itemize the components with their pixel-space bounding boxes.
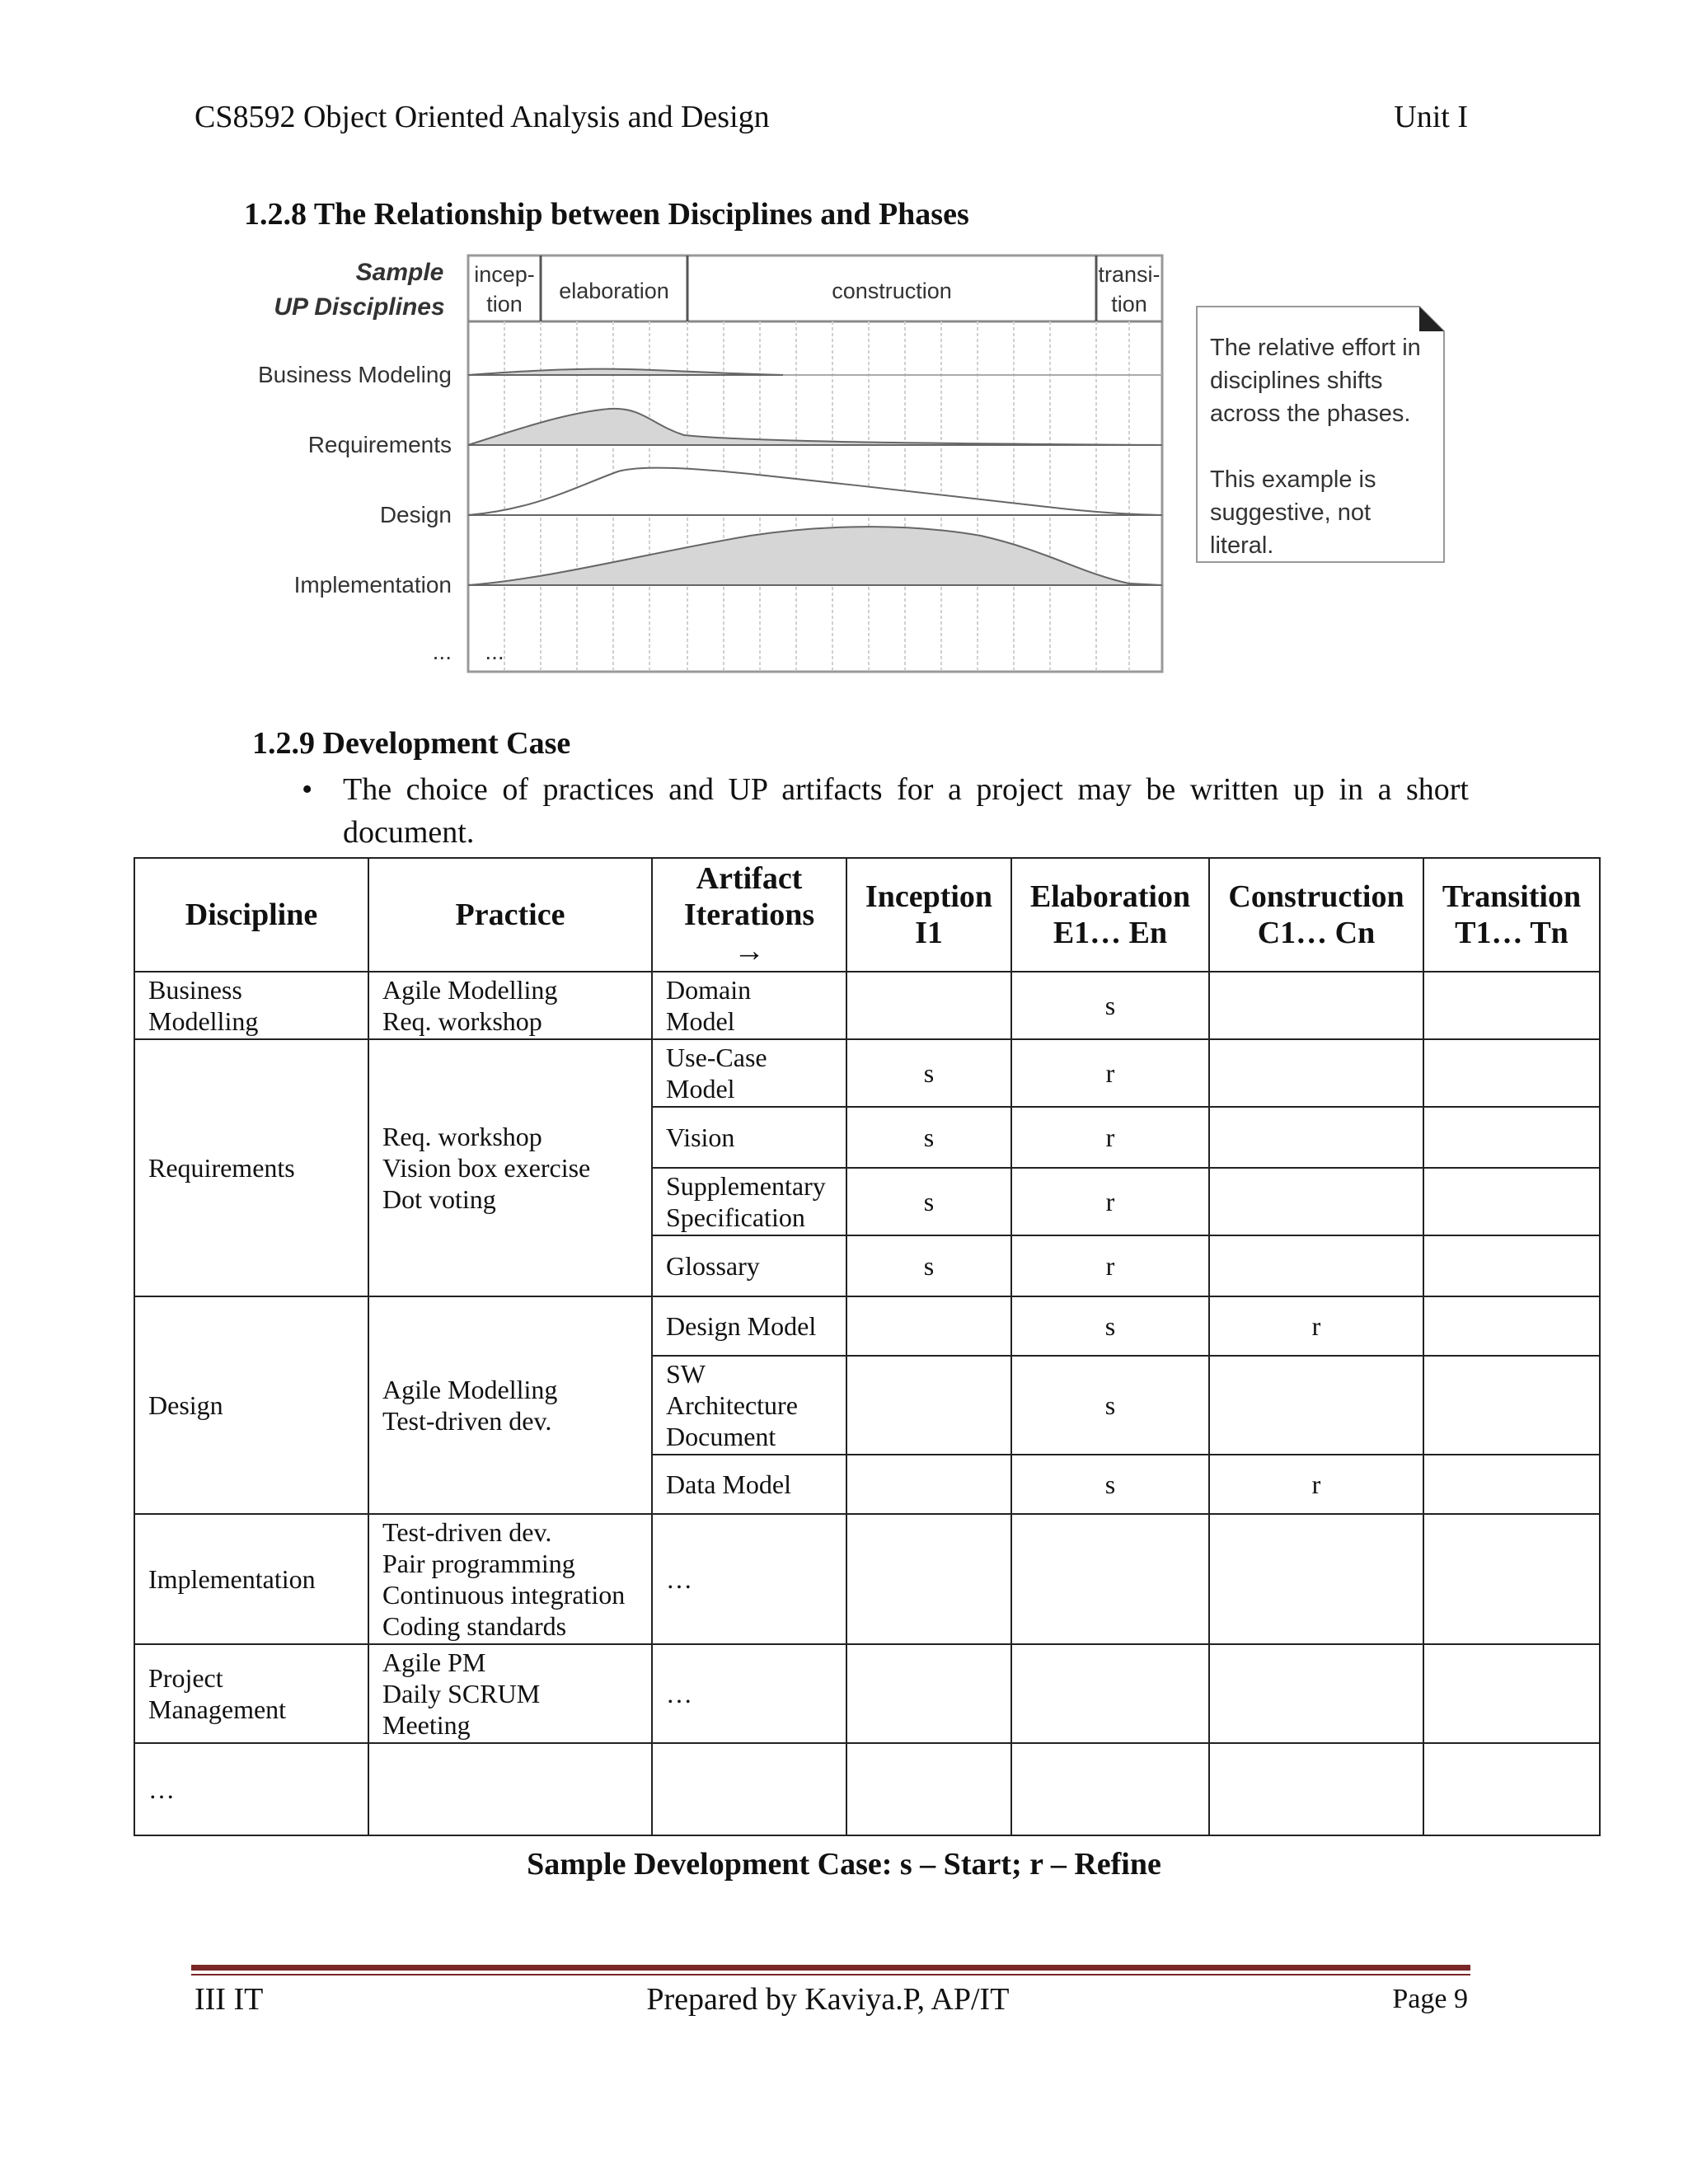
page-header	[195, 92, 1468, 142]
header-elaboration: Elaboration E1… En	[1011, 858, 1209, 972]
inception-cell	[846, 1356, 1011, 1455]
inception-cell	[846, 1455, 1011, 1514]
artifact-cell: Glossary	[652, 1235, 846, 1296]
header-discipline: Discipline	[134, 858, 368, 972]
page-footer	[195, 1975, 1468, 2024]
inception-cell	[846, 972, 1011, 1039]
inception-cell: s	[846, 1107, 1011, 1168]
transition-cell	[1423, 1296, 1600, 1356]
table-header-row	[134, 858, 1600, 972]
table-caption: Sample Development Case: s – Start; r – Refine	[527, 1847, 1161, 1882]
unit-label: Unit I	[1394, 100, 1468, 134]
bullet-icon: •	[302, 772, 313, 807]
discipline-cell: Implementation	[134, 1514, 368, 1644]
inception-cell	[846, 1514, 1011, 1644]
transition-cell	[1423, 1168, 1600, 1235]
practice-cell: Agile Modelling Req. workshop	[368, 972, 652, 1039]
header-construction: Construction C1… Cn	[1209, 858, 1423, 972]
transition-cell	[1423, 1743, 1600, 1835]
elaboration-cell: r	[1011, 1168, 1209, 1235]
elaboration-cell	[1011, 1514, 1209, 1644]
inception-cell	[846, 1644, 1011, 1743]
phase-label-transition-line2: tion	[1111, 292, 1147, 316]
figure-heading-line1: Sample	[355, 259, 444, 286]
construction-cell	[1209, 1039, 1423, 1107]
artifact-cell: Supplementary Specification	[652, 1168, 846, 1235]
construction-cell	[1209, 972, 1423, 1039]
transition-cell	[1423, 1514, 1600, 1644]
table-row	[134, 972, 1600, 1039]
elaboration-cell: r	[1011, 1235, 1209, 1296]
elaboration-cell: s	[1011, 1455, 1209, 1514]
table-row	[134, 1743, 1600, 1835]
page-number: Page 9	[1392, 1984, 1468, 2014]
construction-cell	[1209, 1743, 1423, 1835]
header-practice: Practice	[368, 858, 652, 972]
elaboration-cell: s	[1011, 1296, 1209, 1356]
phase-label-inception-line1: incep-	[474, 262, 535, 287]
artifact-cell: Domain Model	[652, 972, 846, 1039]
inception-cell: s	[846, 1168, 1011, 1235]
course-title: CS8592 Object Oriented Analysis and Design	[195, 100, 770, 134]
elaboration-cell: s	[1011, 1356, 1209, 1455]
header-artifact: Artifact Iterations →	[652, 858, 846, 972]
bullet-text: The choice of practices and UP artifacts for a project may be written up in a short document.	[343, 772, 1469, 850]
artifact-cell: …	[652, 1514, 846, 1644]
artifact-cell: Vision	[652, 1107, 846, 1168]
transition-cell	[1423, 972, 1600, 1039]
artifact-cell	[652, 1743, 846, 1835]
arrow-right-icon: →	[734, 934, 765, 968]
table-row	[134, 1039, 1600, 1107]
artifact-cell: SW Architecture Document	[652, 1356, 846, 1455]
inception-cell	[846, 1743, 1011, 1835]
inception-cell	[846, 1296, 1011, 1356]
practice-cell: Test-driven dev. Pair programming Continuous integration Coding standards	[368, 1514, 652, 1644]
transition-cell	[1423, 1235, 1600, 1296]
note-text-2: This example is suggestive, not literal.	[1210, 466, 1376, 559]
table-row	[134, 1644, 1600, 1743]
discipline-cell: Business Modelling	[134, 972, 368, 1039]
construction-cell	[1209, 1107, 1423, 1168]
inception-cell: s	[846, 1235, 1011, 1296]
phase-label-elaboration: elaboration	[559, 279, 669, 303]
discipline-label-business-modeling: Business Modeling	[257, 362, 452, 387]
transition-cell	[1423, 1356, 1600, 1455]
artifact-cell: Design Model	[652, 1296, 846, 1356]
figure-inner-ellipsis: ...	[485, 639, 504, 664]
phase-label-construction: construction	[832, 279, 952, 303]
figure-note	[1197, 307, 1444, 562]
section-title-development-case: 1.2.9 Development Case	[252, 726, 571, 761]
construction-cell: r	[1209, 1296, 1423, 1356]
construction-cell	[1209, 1235, 1423, 1296]
inception-cell: s	[846, 1039, 1011, 1107]
construction-cell	[1209, 1168, 1423, 1235]
practice-cell	[368, 1743, 652, 1835]
note-text-1: The relative effort in disciplines shifts across the phases.	[1210, 335, 1421, 427]
figure-heading-line2: UP Disciplines	[274, 293, 445, 321]
artifact-cell: Data Model	[652, 1455, 846, 1514]
header-transition: Transition T1… Tn	[1423, 858, 1600, 972]
construction-cell	[1209, 1644, 1423, 1743]
discipline-cell: Design	[134, 1296, 368, 1514]
construction-cell	[1209, 1514, 1423, 1644]
practice-cell: Agile PM Daily SCRUM Meeting	[368, 1644, 652, 1743]
construction-cell: r	[1209, 1455, 1423, 1514]
table-row	[134, 1514, 1600, 1644]
footer-author: Prepared by Kaviya.P, AP/IT	[646, 1982, 1010, 2017]
figure-frame	[468, 255, 1162, 672]
discipline-label-implementation: Implementation	[293, 572, 452, 598]
development-case-table	[134, 857, 1601, 1836]
discipline-cell: Project Management	[134, 1644, 368, 1743]
construction-cell	[1209, 1356, 1423, 1455]
transition-cell	[1423, 1455, 1600, 1514]
bullet-item	[302, 768, 1469, 854]
header-inception: Inception I1	[846, 858, 1011, 972]
discipline-cell: …	[134, 1743, 368, 1835]
table-row	[134, 1296, 1600, 1356]
discipline-label-design: Design	[379, 502, 452, 527]
footer-rule	[191, 1965, 1470, 1971]
elaboration-cell: r	[1011, 1107, 1209, 1168]
disciplines-phases-figure	[256, 247, 1459, 684]
discipline-label-ellipsis: ...	[432, 639, 452, 664]
transition-cell	[1423, 1644, 1600, 1743]
discipline-cell: Requirements	[134, 1039, 368, 1296]
practice-cell: Req. workshop Vision box exercise Dot voting	[368, 1039, 652, 1296]
elaboration-cell: s	[1011, 972, 1209, 1039]
phase-label-transition-line1: transi-	[1098, 262, 1160, 287]
section-title-disciplines-phases: 1.2.8 The Relationship between Disciplines and Phases	[244, 197, 969, 232]
elaboration-cell	[1011, 1743, 1209, 1835]
elaboration-cell: r	[1011, 1039, 1209, 1107]
practice-cell: Agile Modelling Test-driven dev.	[368, 1296, 652, 1514]
phase-label-inception-line2: tion	[486, 292, 523, 316]
elaboration-cell	[1011, 1644, 1209, 1743]
artifact-cell: …	[652, 1644, 846, 1743]
artifact-cell: Use-Case Model	[652, 1039, 846, 1107]
transition-cell	[1423, 1039, 1600, 1107]
transition-cell	[1423, 1107, 1600, 1168]
footer-class: III IT	[195, 1982, 264, 2017]
discipline-label-requirements: Requirements	[307, 432, 452, 457]
